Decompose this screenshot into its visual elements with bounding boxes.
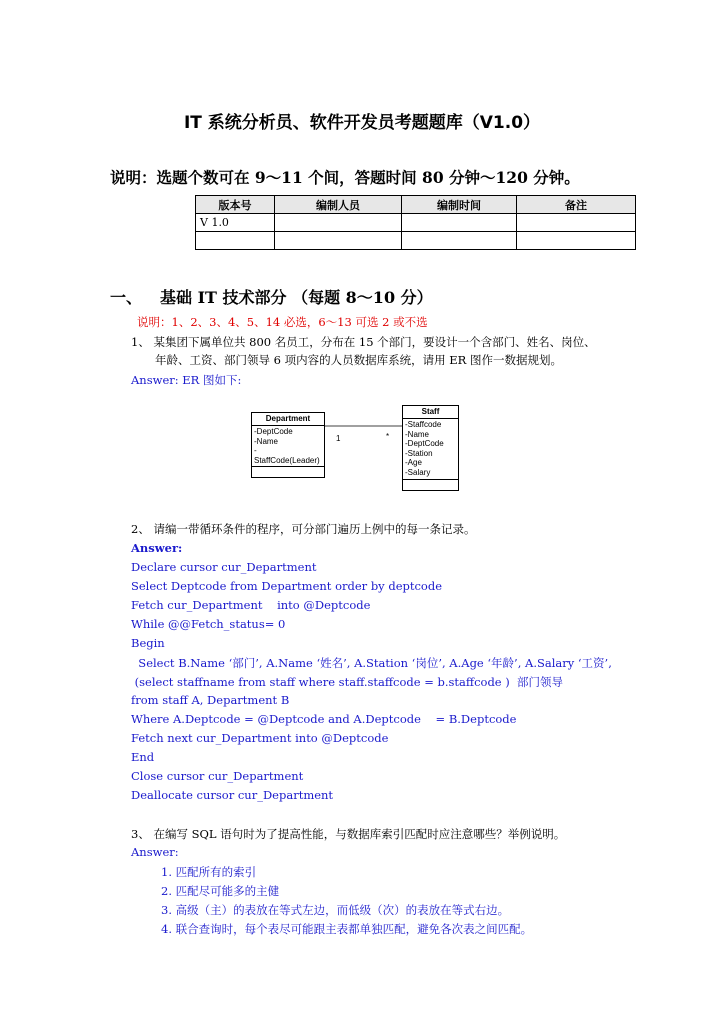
entity-attribute: -Staffcode: [405, 420, 442, 429]
selection-note: 说明：选题个数可在 9～11 个间，答题时间 80 分钟～120 分钟。: [110, 168, 580, 187]
list-item: 2. 匹配尽可能多的主健: [161, 884, 280, 898]
multiplicity-right: *: [386, 432, 390, 441]
entity-name: Staff: [403, 406, 458, 419]
question-3-answer-label: Answer:: [131, 845, 179, 859]
entity-staff: [402, 405, 459, 491]
code-line: Deallocate cursor cur_Department: [131, 788, 334, 802]
code-line: Close cursor cur_Department: [131, 769, 304, 783]
code-line: While @@Fetch_status= 0: [131, 617, 286, 631]
entity-attribute: -DeptCode: [405, 439, 444, 449]
table-header: 编制人员: [275, 196, 402, 214]
entity-attribute: -Name: [405, 429, 430, 439]
code-line: Where A.Deptcode = @Deptcode and A.Deptcode = B.Deptcode: [131, 712, 517, 726]
question-3: 3、 在编写 SQL 语句时为了提高性能，与数据库索引匹配时应注意哪些？举例说明。: [131, 827, 566, 841]
entity-attributes: [252, 426, 324, 467]
section-number: 一、: [110, 288, 143, 307]
entity-attribute: -StaffCode(Leader): [254, 446, 320, 465]
code-line: Declare cursor cur_Department: [131, 560, 317, 574]
table-cell: V 1.0: [196, 214, 275, 232]
code-line: Select B.Name ‘部门’, A.Name ‘姓名’, A.Station ‘岗位’, A.Age ‘年龄’, A.Salary ‘工资’,: [131, 656, 612, 670]
section-title: 基础 IT 技术部分 （每题 8～10 分）: [160, 288, 433, 307]
entity-attributes: [403, 419, 458, 480]
multiplicity-left: 1: [336, 434, 341, 443]
code-line: End: [131, 750, 155, 764]
entity-attribute: -Salary: [405, 467, 431, 477]
code-line: Begin: [131, 636, 165, 650]
code-line: Fetch next cur_Department into @Deptcode: [131, 731, 389, 745]
code-line: Select Deptcode from Department order by deptcode: [131, 579, 443, 593]
document-title: IT 系统分析员、软件开发员考题题库（V1.0）: [183, 113, 541, 133]
table-header: 备注: [517, 196, 636, 214]
table-header: 版本号: [196, 196, 275, 214]
entity-attribute: -Name: [254, 436, 279, 446]
question-1-line-2: 年龄、工资、部门领导 6 项内容的人员数据库系统，请用 ER 图作一数据规划。: [155, 353, 562, 367]
question-2: 2、 请编一带循环条件的程序，可分部门遍历上例中的每一条记录。: [131, 522, 476, 536]
list-item: 4. 联合查询时，每个表尽可能跟主表都单独匹配，避免各次表之间匹配。: [161, 922, 533, 936]
code-line: Fetch cur_Department into @Deptcode: [131, 598, 371, 612]
list-item: 1. 匹配所有的索引: [161, 865, 257, 879]
entity-attribute: -Age: [405, 458, 422, 468]
entity-name: Department: [252, 413, 324, 426]
entity-attribute: -Station: [405, 448, 433, 458]
entity-department: [251, 412, 325, 478]
list-item: 3. 高级（主）的表放在等式左边，而低级（次）的表放在等式右边。: [161, 903, 510, 917]
question-1-line-1: 1、 某集团下属单位共 800 名员工，分布在 15 个部门，要设计一个含部门、姓名、岗位、: [131, 335, 596, 349]
section-instruction: 说明：1、2、3、4、5、14 必选，6～13 可选 2 或不选: [137, 315, 428, 329]
code-line: (select staffname from staff where staff.staffcode = b.staffcode ) 部门领导: [131, 675, 564, 689]
table-header: 编制时间: [402, 196, 517, 214]
code-line: from staff A, Department B: [131, 693, 290, 707]
question-2-answer-label: Answer:: [131, 541, 183, 555]
entity-operations: [252, 467, 324, 477]
question-1-answer: Answer: ER 图如下:: [131, 373, 242, 387]
entity-operations: [403, 480, 458, 490]
entity-attribute: -DeptCode: [254, 427, 293, 436]
